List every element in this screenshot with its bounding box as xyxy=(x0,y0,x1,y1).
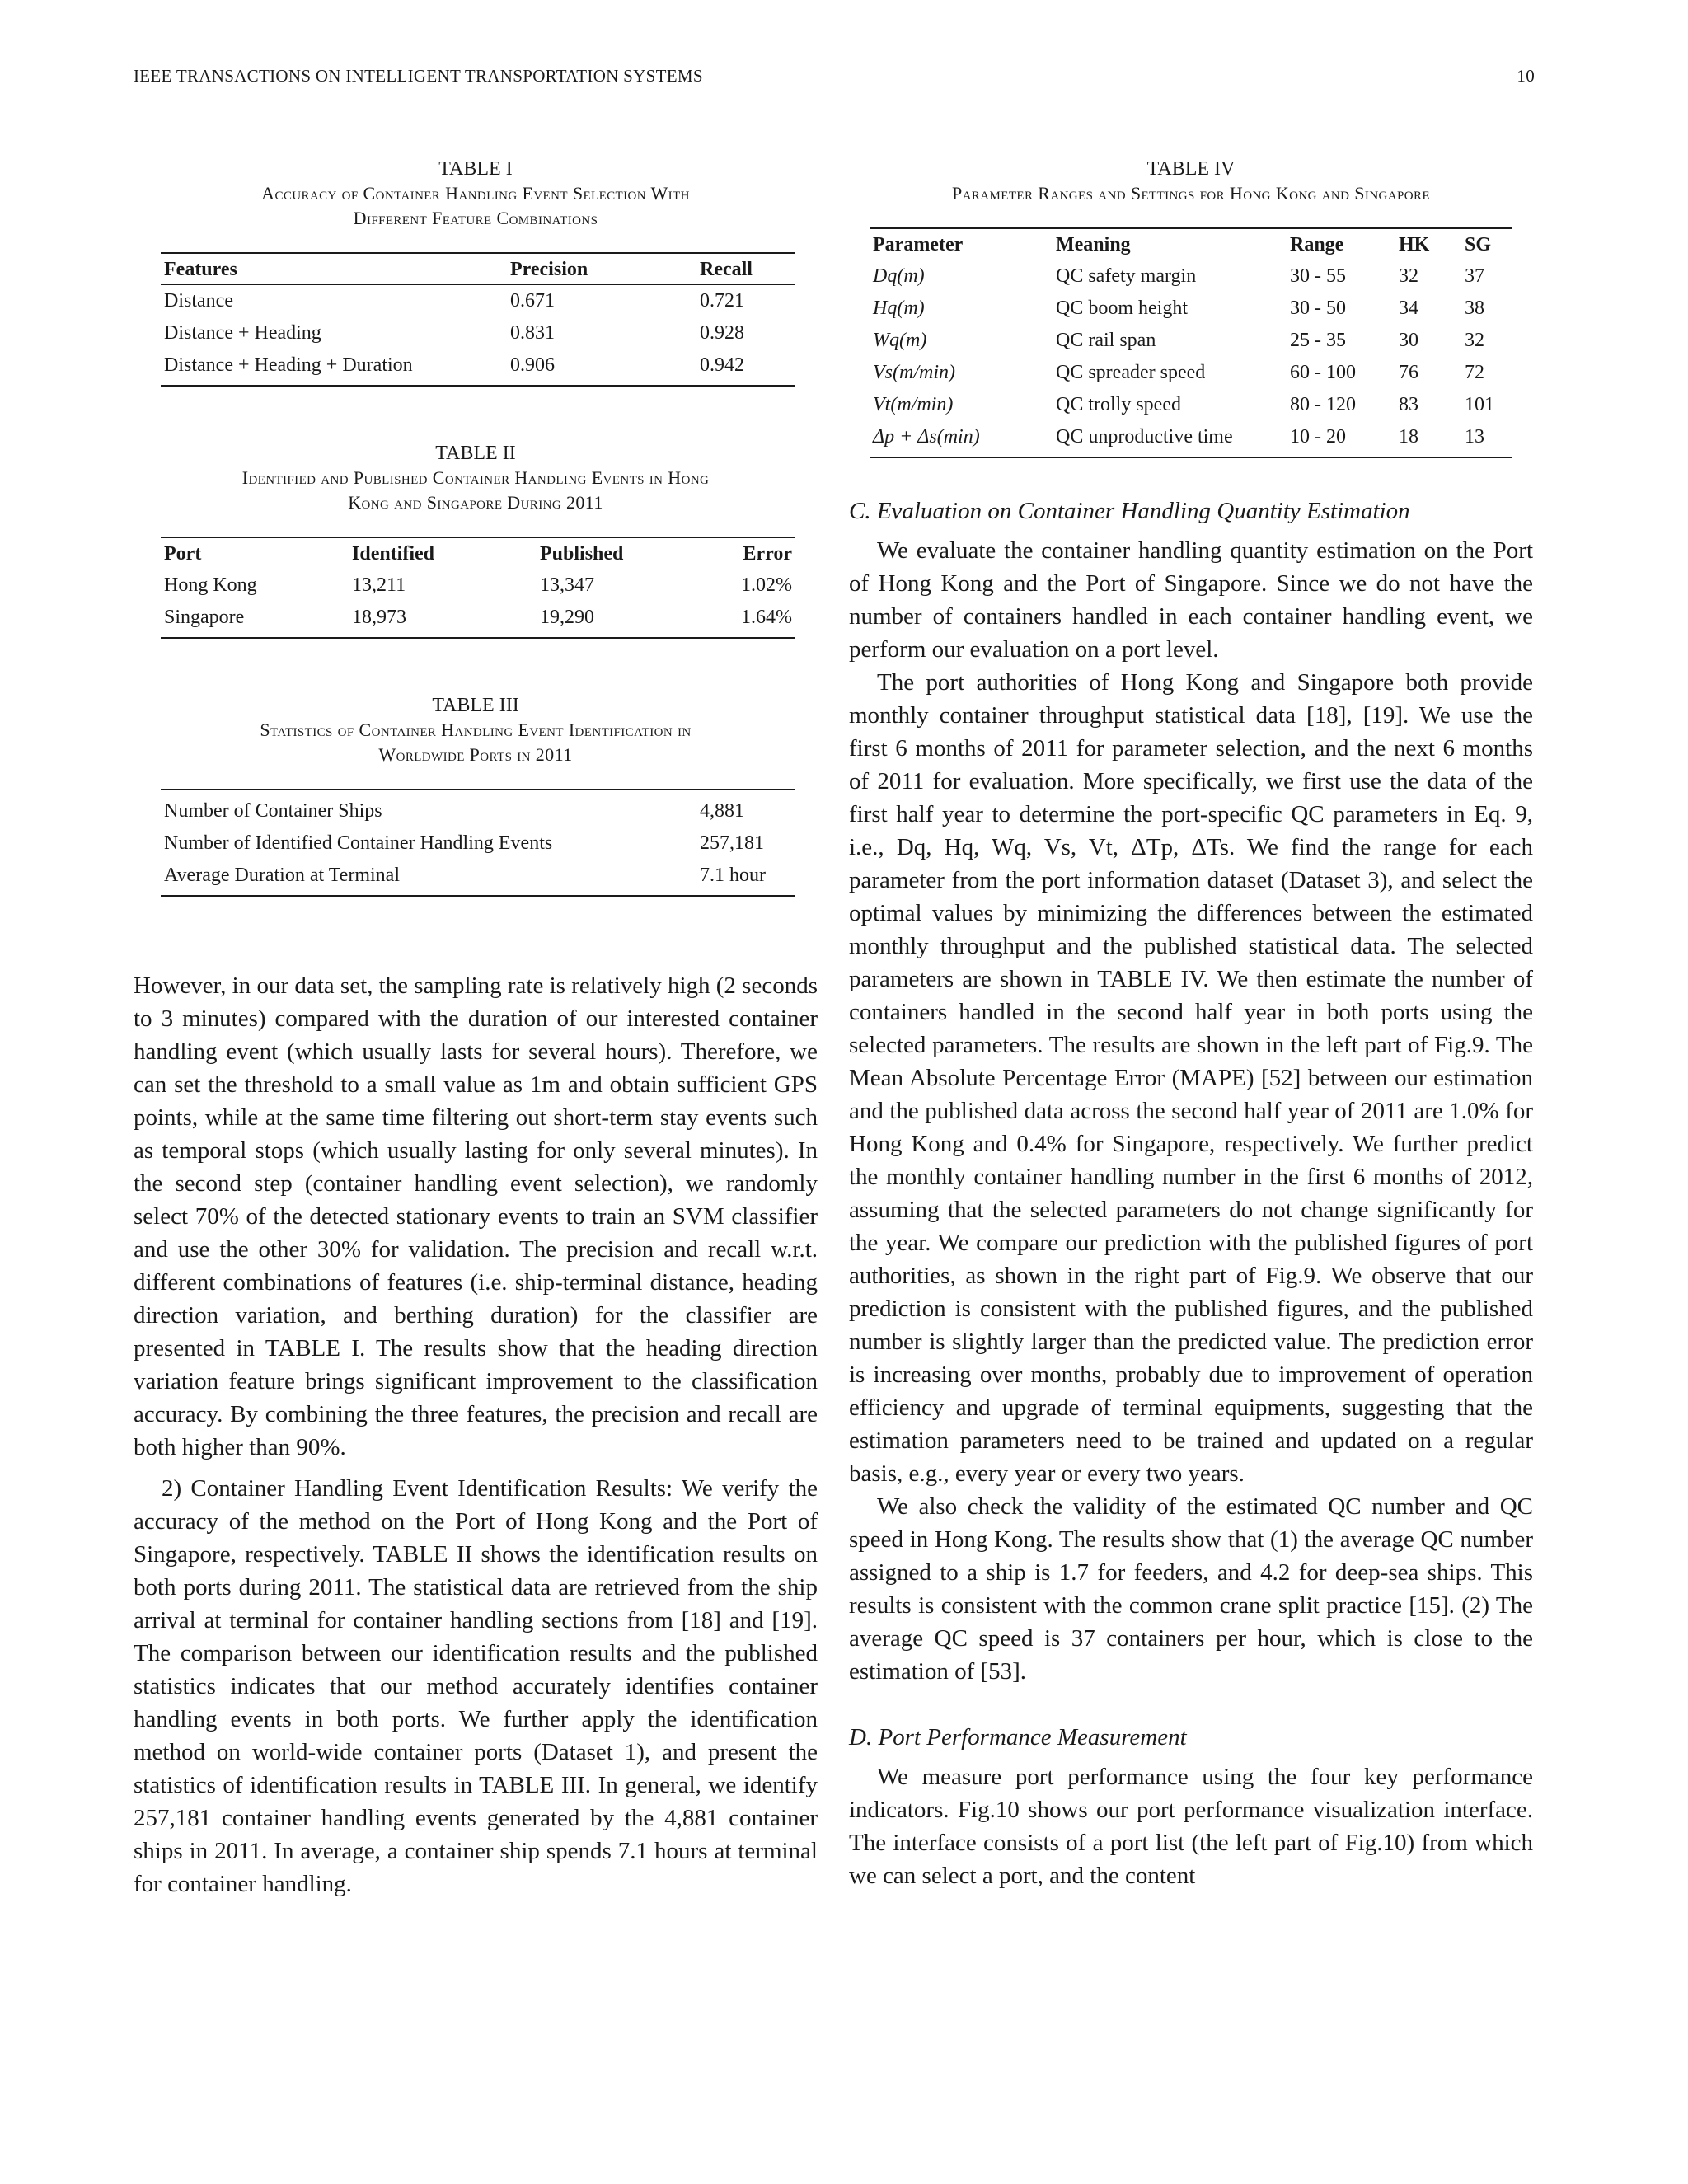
table-row xyxy=(870,293,1512,325)
table-cell: 18,973 xyxy=(349,602,537,638)
paragraph-text: We measure port performance using the four key performance indicators. Fig.10 shows our port performance visualization interface. The interface consists of a port list (the left part of Fig.10) from which we can select a port, and the content xyxy=(849,1764,1533,1889)
table-cell: Hong Kong xyxy=(164,574,257,596)
table-1-header: Features xyxy=(161,253,507,285)
table-3-block xyxy=(134,693,818,897)
left-column xyxy=(134,157,818,1900)
table-row xyxy=(870,325,1512,357)
table-row xyxy=(161,569,795,602)
table-cell: QC unproductive time xyxy=(1053,421,1287,457)
table-row xyxy=(161,602,795,638)
table-cell: Vs(m/min) xyxy=(873,362,955,383)
table-cell: 76 xyxy=(1399,362,1418,383)
paragraph xyxy=(134,1472,818,1900)
table-cell: Number of Identified Container Handling Events xyxy=(164,832,553,854)
table-4-header: HK xyxy=(1395,228,1461,260)
table-cell: Wq(m) xyxy=(873,330,927,351)
table-cell: 4,881 xyxy=(696,790,795,827)
table-cell: 0.906 xyxy=(507,349,696,386)
table-4-header: Parameter xyxy=(870,228,1053,260)
paragraph-text: We evaluate the container handling quantity estimation on the Port of Hong Kong and the Port of Singapore. Since we do not have the number of containers handled in each container handling event, we perform our evaluation on a port level. xyxy=(849,537,1533,663)
table-cell: 34 xyxy=(1399,298,1418,319)
table-row xyxy=(161,827,795,860)
table-cell: 13 xyxy=(1461,421,1512,457)
table-row xyxy=(161,860,795,896)
table-3-title-line2: Worldwide Ports in 2011 xyxy=(378,744,573,765)
table-cell: Number of Container Ships xyxy=(161,790,696,827)
table-2-header: Port xyxy=(161,537,349,569)
table-1-label: TABLE I xyxy=(438,158,513,180)
table-4-block xyxy=(849,157,1533,458)
table-cell: 30 - 50 xyxy=(1290,298,1346,319)
table-cell: Singapore xyxy=(161,602,349,638)
table-cell: QC rail span xyxy=(1056,330,1156,351)
table-3 xyxy=(161,789,795,897)
table-2-title-line1: Identified and Published Container Handling Events in Hong xyxy=(241,467,710,488)
table-cell: 38 xyxy=(1465,298,1484,319)
paragraph-text: We also check the validity of the estimated QC number and QC speed in Hong Kong. The results show that (1) the average QC number assigned to a ship is 1.7 for feeders, and 4.2 for deep-sea ships. This results is consistent with the common crane split practice [15]. (2) The average QC speed is 37 containers per hour, which is close to the estimation of [53]. xyxy=(849,1493,1533,1685)
table-cell: QC boom height xyxy=(1056,298,1188,319)
table-cell: 80 - 120 xyxy=(1290,394,1356,415)
paragraph-text: 2) Container Handling Event Identification Results: We verify the accuracy of the method on the Port of Hong Kong and the Port of Singapore, respectively. TABLE II shows the identification results on both ports during 2011. The statistical data are retrieved from the ship arrival at terminal for container handling sections from [18] and [19]. The comparison between our identification results and the published statistics indicates that our method accurately identifies container handling events in both ports. We further apply the identification method on world-wide container ports (Dataset 1), and present the statistics of identification results in TABLE III. In general, we identify 257,181 container handling events generated by the 4,881 container ships in 2011. In average, a container ship spends 7.1 hours at terminal for container handling. xyxy=(134,1475,818,1897)
section-heading-d: D. Port Performance Measurement xyxy=(849,1724,1187,1750)
table-1-block xyxy=(134,157,818,387)
table-1-title-line2: Different Feature Combinations xyxy=(353,208,598,228)
table-cell: 30 - 55 xyxy=(1290,265,1346,287)
section-heading-c: C. Evaluation on Container Handling Quantity Estimation xyxy=(849,498,1410,524)
table-row xyxy=(870,260,1512,293)
table-cell: 32 xyxy=(1399,265,1418,287)
table-cell: 83 xyxy=(1399,394,1418,415)
table-4 xyxy=(870,227,1512,458)
left-body-text xyxy=(134,969,818,1900)
table-cell: 7.1 hour xyxy=(696,860,795,896)
table-row xyxy=(161,790,795,827)
table-cell: 101 xyxy=(1465,394,1494,415)
right-column xyxy=(849,157,1533,1892)
table-cell: 19,290 xyxy=(537,602,724,638)
table-cell: 1.64% xyxy=(724,602,795,638)
table-cell: Δp + Δs(min) xyxy=(870,421,1053,457)
table-cell: Distance + Heading xyxy=(164,322,321,344)
page-number: 10 xyxy=(1517,66,1535,86)
table-2-header: Identified xyxy=(349,537,537,569)
table-cell: 60 - 100 xyxy=(1290,362,1356,383)
table-cell: 0.831 xyxy=(510,322,555,344)
table-cell: 13,211 xyxy=(352,574,406,596)
table-2-header: Error xyxy=(724,537,795,569)
table-cell: 0.928 xyxy=(700,322,744,344)
table-cell: Vt(m/min) xyxy=(873,394,954,415)
table-4-header: Range xyxy=(1287,228,1395,260)
table-cell: Average Duration at Terminal xyxy=(161,860,696,896)
table-cell: QC trolly speed xyxy=(1056,394,1181,415)
running-head xyxy=(134,66,1535,94)
table-3-title-line1: Statistics of Container Handling Event Identification in xyxy=(260,719,692,740)
table-cell: 0.671 xyxy=(510,290,555,312)
table-4-header: SG xyxy=(1461,228,1512,260)
table-cell: Dq(m) xyxy=(873,265,925,287)
paragraph xyxy=(849,666,1533,1490)
journal-title: IEEE TRANSACTIONS ON INTELLIGENT TRANSPORTATION SYSTEMS xyxy=(134,66,703,86)
table-row xyxy=(161,285,795,318)
table-2-label: TABLE II xyxy=(435,443,516,464)
paragraph-text: However, in our data set, the sampling rate is relatively high (2 seconds to 3 minutes) compared with the duration of our interested container handling event (which usually lasts for several hours). Therefore, we can set the threshold to a small value as 1m and obtain sufficient GPS points, while at the same time filtering out short-term stay events such as temporal stops (which usually lasting for only several minutes). In the second step (container handling event selection), we randomly select 70% of the detected stationary events to train an SVM classifier and use the other 30% for validation. The precision and recall w.r.t. different combinations of features (i.e. ship-terminal distance, heading direction variation, and berthing duration) for the classifier are presented in TABLE I. The results show that the heading direction variation feature brings significant improvement to the classification accuracy. By combining the three features, the precision and recall are both higher than 90%. xyxy=(134,972,818,1460)
table-1 xyxy=(161,252,795,387)
table-cell: 257,181 xyxy=(700,832,764,854)
table-cell: QC safety margin xyxy=(1056,265,1197,287)
table-2 xyxy=(161,537,795,639)
table-2-title-line2: Kong and Singapore During 2011 xyxy=(348,492,603,513)
table-cell: Distance + Heading + Duration xyxy=(161,349,507,386)
table-cell: 30 xyxy=(1399,330,1418,351)
table-2-header: Published xyxy=(537,537,724,569)
table-row xyxy=(161,349,795,386)
table-cell: 1.02% xyxy=(741,574,792,596)
table-cell: 25 - 35 xyxy=(1290,330,1346,351)
table-4-label: TABLE IV xyxy=(1146,158,1236,180)
table-row xyxy=(870,357,1512,389)
table-1-header: Recall xyxy=(696,253,795,285)
table-1-title-line1: Accuracy of Container Handling Event Selection With xyxy=(261,183,690,204)
paragraph xyxy=(849,1490,1533,1688)
table-cell: 0.942 xyxy=(696,349,795,386)
table-cell: 18 xyxy=(1395,421,1461,457)
table-row xyxy=(161,317,795,349)
table-4-header: Meaning xyxy=(1053,228,1287,260)
table-cell: Hq(m) xyxy=(873,298,925,319)
table-cell: 72 xyxy=(1465,362,1484,383)
table-row xyxy=(870,421,1512,457)
table-cell: 37 xyxy=(1465,265,1484,287)
table-cell: 0.721 xyxy=(700,290,744,312)
table-4-title: Parameter Ranges and Settings for Hong Kong and Singapore xyxy=(952,183,1430,204)
table-1-header: Precision xyxy=(507,253,696,285)
paragraph xyxy=(849,1760,1533,1892)
paragraph xyxy=(849,534,1533,666)
table-cell: 13,347 xyxy=(540,574,594,596)
paragraph xyxy=(134,969,818,1464)
table-row xyxy=(870,389,1512,421)
table-cell: Distance xyxy=(164,290,233,312)
table-2-block xyxy=(134,441,818,639)
table-cell: QC spreader speed xyxy=(1056,362,1206,383)
table-cell: 10 - 20 xyxy=(1287,421,1395,457)
table-3-label: TABLE III xyxy=(432,695,519,716)
table-cell: 32 xyxy=(1465,330,1484,351)
paragraph-text: The port authorities of Hong Kong and Singapore both provide monthly container throughput statistical data [18], [19]. We use the first 6 months of 2011 for parameter selection, and the next 6 months of 2011 for evaluation. More specifically, we first use the data of the first half year to determine the port-specific QC parameters in Eq. 9, i.e., Dq, Hq, Wq, Vs, Vt, ΔTp, ΔTs. We find the range for each parameter from the port information dataset (Dataset 3), and select the optimal values by minimizing the differences between the estimated monthly throughput and the published statistical data. The selected parameters are shown in TABLE IV. We then estimate the number of containers handled in the second half year in both ports using the selected parameters. The results are shown in the left part of Fig.9. The Mean Absolute Percentage Error (MAPE) [52] between our estimation and the published data across the second half year of 2011 are 1.0% for Hong Kong and 0.4% for Singapore, respectively. We further predict the monthly container handling number in the first 6 months of 2012, assuming that the selected parameters do not change significantly for the year. We compare our prediction with the published figures of port authorities, as shown in the right part of Fig.9. We observe that our prediction is consistent with the published figures, and the published number is slightly larger than the predicted value. The prediction error is increasing over months, probably due to improvement of operation efficiency and upgrade of terminal equipments, suggesting that the estimation parameters need to be trained and updated on a regular basis, e.g., every year or every two years. xyxy=(849,669,1533,1487)
